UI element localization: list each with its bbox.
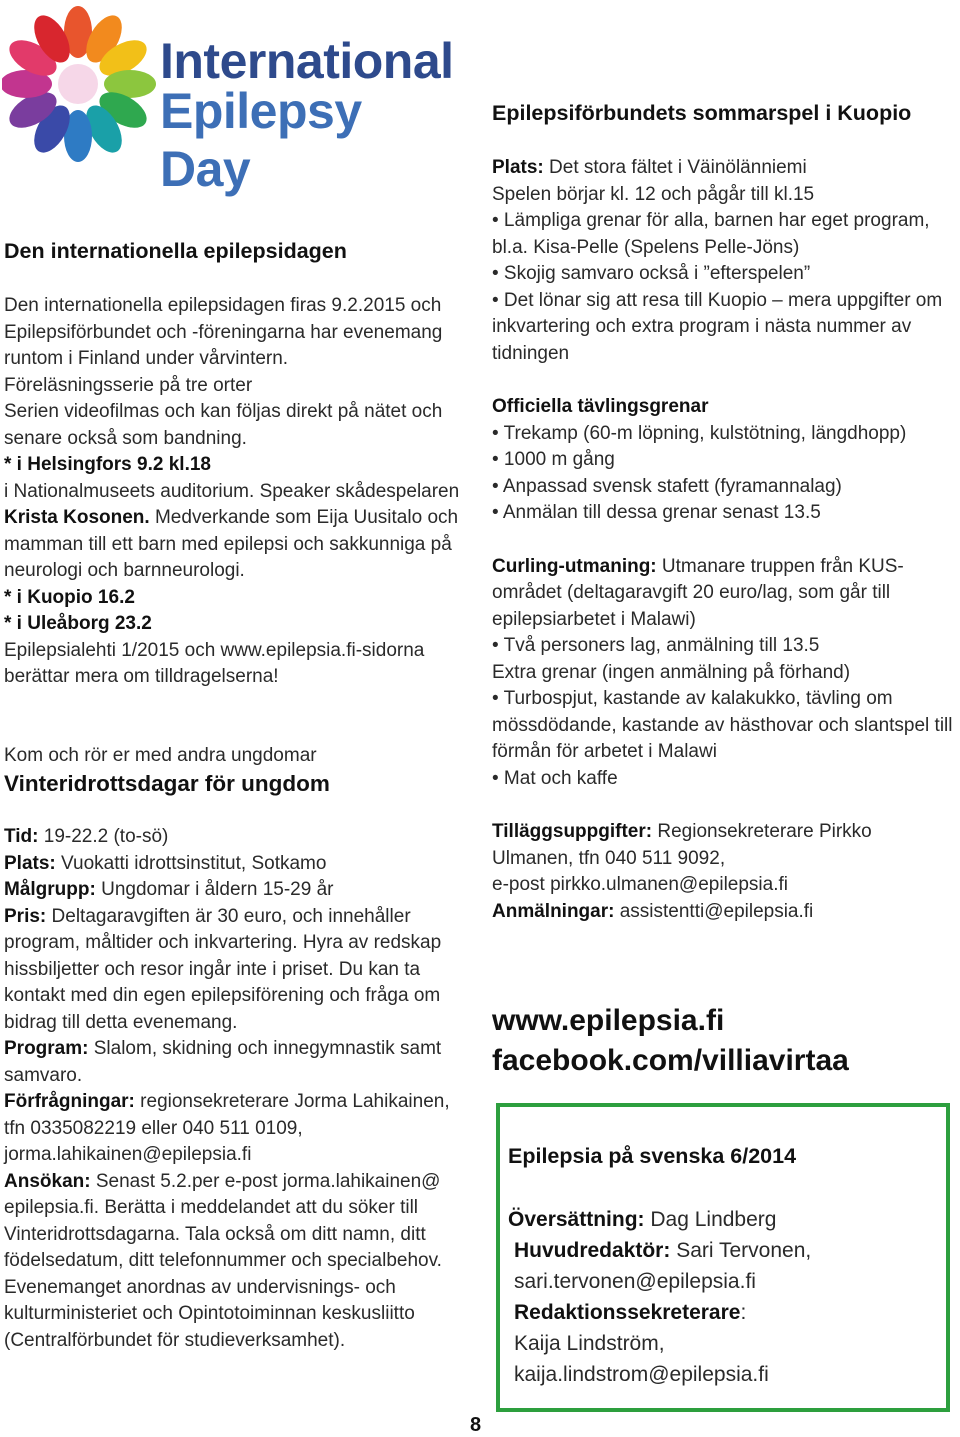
secretary-line: [508, 1297, 938, 1328]
video-paragraph: Serien videofilmas och kan följas direkt på nätet och senare också som bandning.: [4, 401, 443, 449]
editor-line: [508, 1235, 938, 1266]
international-epilepsy-day-logo: [2, 2, 454, 197]
organizer-paragraph: Evenemanget anordnas av undervisnings- och kulturministeriet och Opintotoiminnan keskusliitto (Centralförbundet för studieverksamhet).: [4, 1276, 415, 1351]
heading-summer-games: Epilepsiförbundets sommarspel i Kuopio: [492, 101, 912, 125]
helsingfors-line: [4, 452, 474, 479]
helsingfors-details: [4, 479, 474, 585]
games-plats-label: Plats:: [492, 157, 544, 178]
plats-value: Vuokatti idrottsinstitut, Sotkamo: [55, 852, 327, 874]
translator-name: Dag Lindberg: [644, 1208, 777, 1231]
official-event-1: • Trekamp (60-m löpning, kulstötning, längdhopp): [492, 422, 907, 444]
details-part2: Medverkande som Eija Uusitalo och mamman till ett barn med epilepsi och sakkunniga på neurologi och barnneurologi.: [4, 507, 459, 581]
program-value: Slalom, skidning och innegymnastik samt samvaro.: [4, 1038, 442, 1086]
secretary-email: kaija.lindstrom@epilepsia.fi: [514, 1363, 769, 1386]
right-column: [492, 98, 958, 1081]
plats-line: [4, 851, 474, 878]
registrations-label: Anmälningar:: [492, 900, 615, 922]
heading-winter-sports: Vinteridrottsdagar för ungdom: [4, 771, 330, 796]
official-event-3: • Anpassad svensk stafett (fyramannalag): [492, 475, 842, 497]
ansokan-value: Senast 5.2.per e-post jorma.lahikainen@ epilepsia.fi. Berätta i meddelandet att du söker till Vinteridrottsdagarna. Tala också om ditt namn, ditt födelsedatum, ditt telefonnummer och specialbehov.: [4, 1170, 442, 1271]
intro-paragraph: Den internationella epilepsidagen firas 9.2.2015 och Epilepsiförbundet och -föreningarna har evenemang runtom i Finland under vårvintern.: [4, 295, 443, 369]
pris-paragraph: [4, 904, 474, 1037]
additional-info-value: Regionsekreterare Pirkko Ulmanen, tfn 040 511 9092,: [492, 821, 872, 869]
games-time-line: Spelen börjar kl. 12 och pågår till kl.15: [492, 183, 815, 205]
ansokan-paragraph: [4, 1169, 474, 1275]
more-info-paragraph: Epilepsialehti 1/2015 och www.epilepsia.fi-sidorna berättar mera om tilldragelserna!: [4, 639, 425, 687]
forfragningar-value: regionsekreterare Jorma Lahikainen, tfn 0335082219 eller 040 511 0109, jorma.lahikainen@epilepsia.fi: [4, 1091, 450, 1165]
forfragningar-label: Förfrågningar:: [4, 1091, 135, 1112]
logo-text-international: International: [160, 33, 454, 89]
games-plats-line: [492, 155, 958, 182]
games-plats-value: Det stora fältet i Väinölänniemi: [543, 157, 807, 178]
extra-events-bullet-1: • Turbospjut, kastande av kalakukko, tävling om mössdödande, kastande av hästhovar och slantspel till förmån för arbetet i Malawi: [492, 688, 953, 762]
program-label: Program:: [4, 1038, 89, 1059]
official-events-heading: [492, 394, 958, 421]
page-number: 8: [470, 1414, 482, 1436]
additional-info-paragraph: [492, 819, 958, 872]
kicker-line: Kom och rör er med andra ungdomar: [4, 744, 317, 766]
kuopio-line: [4, 585, 474, 612]
translator-label: Översättning:: [508, 1208, 645, 1231]
masthead-content: [508, 1141, 938, 1390]
tid-label: Tid:: [4, 826, 39, 847]
tid-value: 19-22.2 (to-sö): [38, 826, 169, 847]
tid-line: [4, 824, 474, 851]
program-paragraph: [4, 1036, 474, 1089]
kuopio-label: * i Kuopio 16.2: [4, 586, 135, 608]
masthead-title: Epilepsia på svenska 6/2014: [508, 1144, 797, 1168]
extra-events-line: Extra grenar (ingen anmälning på förhand): [492, 661, 851, 683]
facebook-link[interactable]: facebook.com/villiavirtaa: [492, 1044, 849, 1077]
games-bullet-2: • Skojig samvaro också i ”efterspelen”: [492, 263, 811, 284]
translator-line: [508, 1204, 938, 1235]
details-part1: i Nationalmuseets auditorium. Speaker skådespelaren: [4, 480, 460, 502]
uleaborg-label: * i Uleåborg 23.2: [4, 613, 152, 634]
secretary-name: Kaija Lindström,: [514, 1332, 665, 1355]
flower-emblem-icon: [2, 2, 162, 167]
official-event-4: • Anmälan till dessa grenar senast 13.5: [492, 502, 821, 523]
games-bullet-1: • Lämpliga grenar för alla, barnen har eget program, bl.a. Kisa-Pelle (Spelens Pelle-Jöns): [492, 210, 930, 258]
curling-bullet: • Två personers lag, anmälning till 13.5: [492, 635, 820, 656]
editor-label: Huvudredaktör:: [514, 1239, 671, 1262]
registrations-line: [492, 899, 958, 926]
website-link[interactable]: www.epilepsia.fi: [492, 1004, 725, 1037]
ansokan-label: Ansökan:: [4, 1170, 91, 1192]
heading-epilepsy-day: Den internationella epilepsidagen: [4, 239, 347, 263]
additional-info-label: Tilläggsuppgifter:: [492, 821, 653, 842]
curling-value: Utmanare truppen från KUS-området (deltagaravgift 20 euro/lag, som går till epilepsiarbetet i Malawi): [492, 555, 904, 630]
pris-label: Pris:: [4, 905, 47, 927]
lecture-series-line: Föreläsningsserie på tre orter: [4, 374, 253, 396]
logo-text-epilepsy-day: Epilepsy Day: [160, 83, 362, 197]
curling-label: Curling-utmaning:: [492, 555, 657, 577]
malgrupp-line: [4, 877, 474, 904]
helsingfors-label: * i Helsingfors 9.2 kl.18: [4, 454, 211, 475]
official-events-label: Officiella tävlingsgrenar: [492, 396, 709, 417]
malgrupp-label: Målgrupp:: [4, 879, 96, 900]
secretary-label: Redaktionssekreterare: [514, 1301, 741, 1324]
official-event-2: • 1000 m gång: [492, 449, 615, 470]
editor-name: Sari Tervonen,: [670, 1239, 812, 1262]
curling-paragraph: [492, 554, 958, 634]
editor-email: sari.tervonen@epilepsia.fi: [514, 1270, 756, 1293]
speaker-name: Krista Kosonen.: [4, 507, 150, 528]
left-column: [4, 236, 474, 1354]
games-bullet-3: • Det lönar sig att resa till Kuopio – mera uppgifter om inkvartering och extra program i nästa nummer av tidningen: [492, 289, 943, 364]
forfragningar-paragraph: [4, 1089, 474, 1169]
malgrupp-value: Ungdomar i åldern 15-29 år: [95, 879, 334, 900]
registrations-value: assistentti@epilepsia.fi: [614, 900, 814, 922]
masthead-box: [496, 1103, 950, 1412]
pris-value: Deltagaravgiften är 30 euro, och innehåller program, måltider och inkvartering. Hyra av redskap hissbiljetter och resor ingår inte i priset. Du kan ta kontakt med din egen epilepsiförening och fråga om bidrag till detta evenemang.: [4, 905, 442, 1033]
plats-label: Plats:: [4, 852, 56, 874]
secretary-colon: :: [740, 1301, 747, 1324]
additional-info-email: e-post pirkko.ulmanen@epilepsia.fi: [492, 874, 788, 895]
uleaborg-line: [4, 611, 474, 638]
extra-events-bullet-2: • Mat och kaffe: [492, 767, 618, 789]
